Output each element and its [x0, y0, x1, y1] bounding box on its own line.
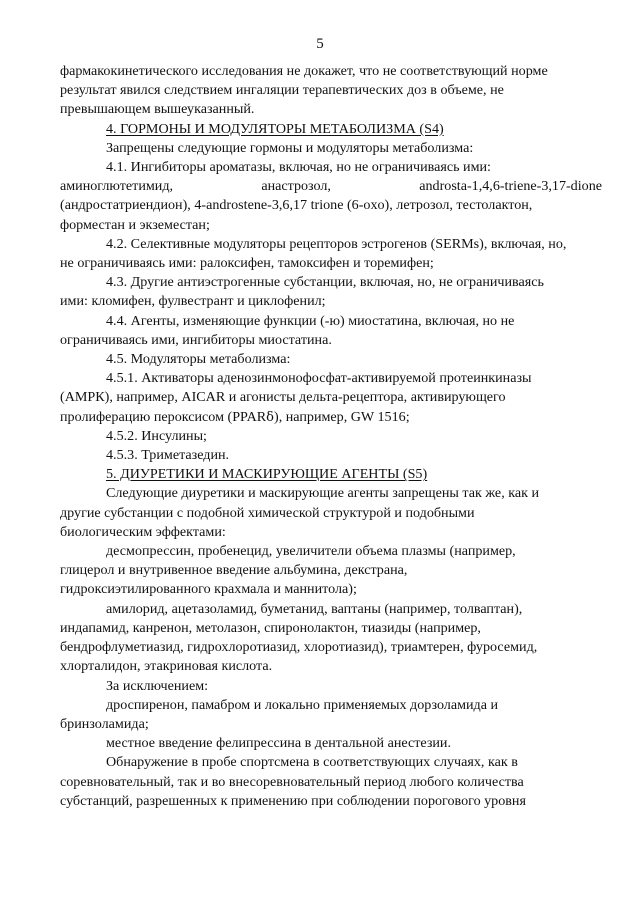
text-line: амилорид, ацетазоламид, буметанид, ваптаны (например, толваптан), [106, 600, 523, 617]
item-4-2 [60, 235, 602, 273]
exceptions-label: За исключением: [106, 677, 209, 694]
text-line: биологическим эффектами: [60, 523, 226, 540]
text-line: другие субстанции с подобной химической структурой и подобными [60, 504, 475, 521]
item-4-5-3: 4.5.3. Триметазедин. [106, 447, 230, 464]
text-line: 4.1. Ингибиторы ароматазы, включая, но не ограничиваясь ими: [106, 159, 491, 176]
text-line: 4.5.1. Активаторы аденозинмонофосфат-активируемой протеинкиназы [106, 370, 532, 387]
text-line: индапамид, канренон, метолазон, спиронолактон, тиазиды (например, [60, 619, 481, 636]
text-fragment: пролиферацию пероксисом (PPAR [60, 408, 267, 425]
drug-name: анастрозол, [261, 178, 331, 195]
item-4-5-2: 4.5.2. Инсулины; [106, 427, 207, 444]
text-line: Следующие диуретики и маскирующие агенты запрещены так же, как и [106, 485, 540, 502]
text-line: хлорталидон, этакриновая кислота. [60, 658, 273, 675]
section-4-intro: Запрещены следующие гормоны и модуляторы метаболизма: [106, 139, 474, 156]
text-line: не ограничиваясь ими: ралоксифен, тамоксифен и торемифен; [60, 255, 434, 272]
text-line: (андростатриендион), 4-androstene-3,6,17 trione (6-oxo), летрозол, тестолактон, [60, 197, 533, 214]
text-line: ограничиваясь ими, ингибиторы миостатина. [60, 331, 332, 348]
item-4-1 [60, 158, 602, 235]
section-5-heading: 5. ДИУРЕТИКИ И МАСКИРУЮЩИЕ АГЕНТЫ (S5) [106, 466, 428, 483]
text-line: бендрофлуметиазид, гидрохлоротиазид, хлоротиазид), триамтерен, фуросемид, [60, 639, 538, 656]
item-4-5: 4.5. Модуляторы метаболизма: [106, 351, 291, 368]
exception-1 [60, 696, 602, 734]
text-fragment: ), например, GW 1516; [274, 408, 410, 425]
text-line: десмопрессин, пробенецид, увеличители объема плазмы (например, [106, 543, 516, 560]
item-4-3 [60, 273, 602, 311]
text-line: превышающем вышеуказанный. [60, 101, 255, 118]
diuretics-list-2 [60, 600, 602, 677]
text-line: 4.2. Селективные модуляторы рецепторов эстрогенов (SERMs), включая, но, [106, 235, 567, 252]
detection-paragraph [60, 753, 602, 811]
text-line: 4.3. Другие антиэстрогенные субстанции, включая, но, не ограничиваясь [106, 274, 544, 291]
text-line: Обнаружение в пробе спортсмена в соответствующих случаях, как в [106, 754, 518, 771]
text-line: соревновательный, так и во внесоревновательный период любого количества [60, 773, 524, 790]
text-line: (АМРК), например, AICAR и агонисты дельта-рецептора, активирующего [60, 389, 506, 406]
section-4-heading: 4. ГОРМОНЫ И МОДУЛЯТОРЫ МЕТАБОЛИЗМА (S4) [106, 120, 444, 137]
text-line [60, 408, 602, 427]
drug-name: аминоглютетимид, [60, 178, 174, 195]
text-line: бринзоламида; [60, 715, 149, 732]
exception-2: местное введение фелипрессина в дентальной анестезии. [106, 735, 451, 752]
page-number: 5 [316, 36, 324, 52]
delta-symbol: δ [266, 409, 274, 425]
text-line: фармакокинетического исследования не докажет, что не соответствующий норме [60, 63, 548, 79]
text-line: гидроксиэтилированного крахмала и маннитола); [60, 581, 357, 598]
document-body [60, 62, 602, 811]
item-4-5-1 [60, 369, 602, 427]
diuretics-list-1 [60, 542, 602, 600]
drug-name: androsta-1,4,6-triene-3,17-dione [419, 178, 602, 195]
text-line: субстанций, разрешенных к применению при соблюдении порогового уровня [60, 792, 526, 809]
intro-paragraph [60, 62, 602, 120]
text-line: глицерол и внутривенное введение альбумина, декстрана, [60, 562, 408, 579]
text-line [60, 177, 602, 196]
item-4-4 [60, 312, 602, 350]
text-line: ими: кломифен, фулвестрант и циклофенил; [60, 293, 326, 310]
text-line: дроспиренон, памабром и локально применяемых дорзоламида и [106, 696, 499, 713]
text-line: форместан и экземестан; [60, 216, 210, 233]
section-5-intro [60, 484, 602, 542]
text-line: результат явился следствием ингаляции терапевтических доз в объеме, не [60, 82, 504, 99]
text-line: 4.4. Агенты, изменяющие функции (-ю) миостатина, включая, но не [106, 312, 515, 329]
